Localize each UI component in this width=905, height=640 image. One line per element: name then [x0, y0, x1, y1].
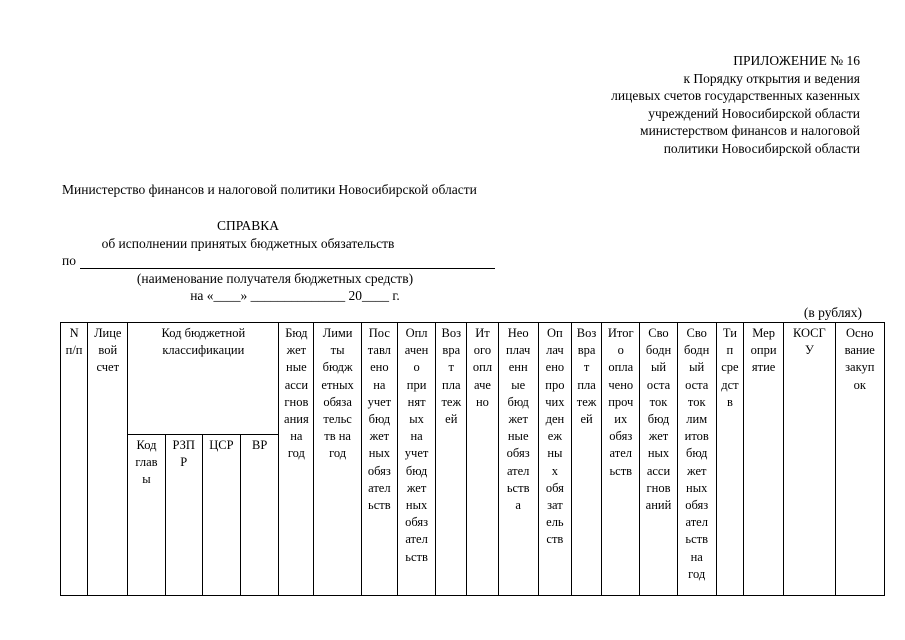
header-registered: Пос тавл ено на учет бюд жет ных обяз ател ьств — [361, 323, 397, 596]
header-budget-code: Код бюджетной классификации — [128, 323, 279, 435]
header-total-paid: Ит ого опл аче но — [467, 323, 498, 596]
header-paid-accepted: Опл ачен о при нят ых на учет бюд жет ных обяз ател ьств — [397, 323, 435, 596]
header-account: Лице вой счет — [88, 323, 128, 596]
header-unpaid: Нео плач енн ые бюд жет ные обяз ател ьств а — [498, 323, 538, 596]
appendix-line: ПРИЛОЖЕНИЕ № 16 — [733, 53, 860, 68]
appendix-line: политики Новосибирской области — [663, 140, 860, 156]
header-measure: Мер опри ятие — [743, 323, 783, 596]
header-allocations: Бюд жет ные асси гнов ания на год — [279, 323, 314, 596]
header-free-allocations: Сво бодн ый оста ток бюд жет ных асси гнов аний — [640, 323, 677, 596]
header-funds-type: Ти п сре дст в — [716, 323, 743, 596]
header-paid-other: Оп лач ено про чих ден еж ны х обя зат ель ств — [538, 323, 571, 596]
document-subtitle: об исполнении принятых бюджетных обязательств — [101, 236, 395, 251]
appendix-block — [611, 52, 860, 157]
header-refund: Воз вра т пла теж ей — [436, 323, 467, 596]
header-total-paid-other: Итог о опла чено проч их обяз ател ьств — [602, 323, 640, 596]
subheader-csr: ЦСР — [202, 435, 240, 596]
header-refund-other: Воз вра т пла теж ей — [571, 323, 601, 596]
header-basis: Осно вание закуп ок — [835, 323, 884, 596]
header-limits: Лими ты бюдж етных обяза тельс тв на год — [314, 323, 361, 596]
units-label: (в рублях) — [803, 305, 862, 320]
obligations-table — [60, 322, 885, 596]
appendix-line: министерством финансов и налоговой — [640, 123, 860, 138]
header-kosgu: КОСГ У — [784, 323, 835, 596]
ministry-name: Министерство финансов и налоговой политики Новосибирской области — [62, 182, 477, 197]
appendix-line: лицевых счетов государственных казенных — [611, 88, 860, 103]
appendix-line: учреждений Новосибирской области — [648, 105, 860, 121]
subheader-vr: ВР — [241, 435, 279, 596]
subheader-rzpr: РЗП Р — [165, 435, 202, 596]
appendix-line: к Порядку открытия и ведения — [683, 70, 860, 86]
document-title: СПРАВКА — [216, 218, 280, 233]
recipient-prefix: по — [62, 253, 76, 268]
date-line: на «____» ______________ 20____ г. — [190, 288, 400, 303]
header-free-limits: Сво бодн ый оста ток лим итов бюд жет ных обяз ател ьств на год — [677, 323, 716, 596]
recipient-line — [80, 268, 495, 269]
subheader-chapter-code: Код глав ы — [128, 435, 165, 596]
recipient-caption: (наименование получателя бюджетных средств) — [136, 271, 414, 286]
header-num: N п/п — [61, 323, 88, 596]
